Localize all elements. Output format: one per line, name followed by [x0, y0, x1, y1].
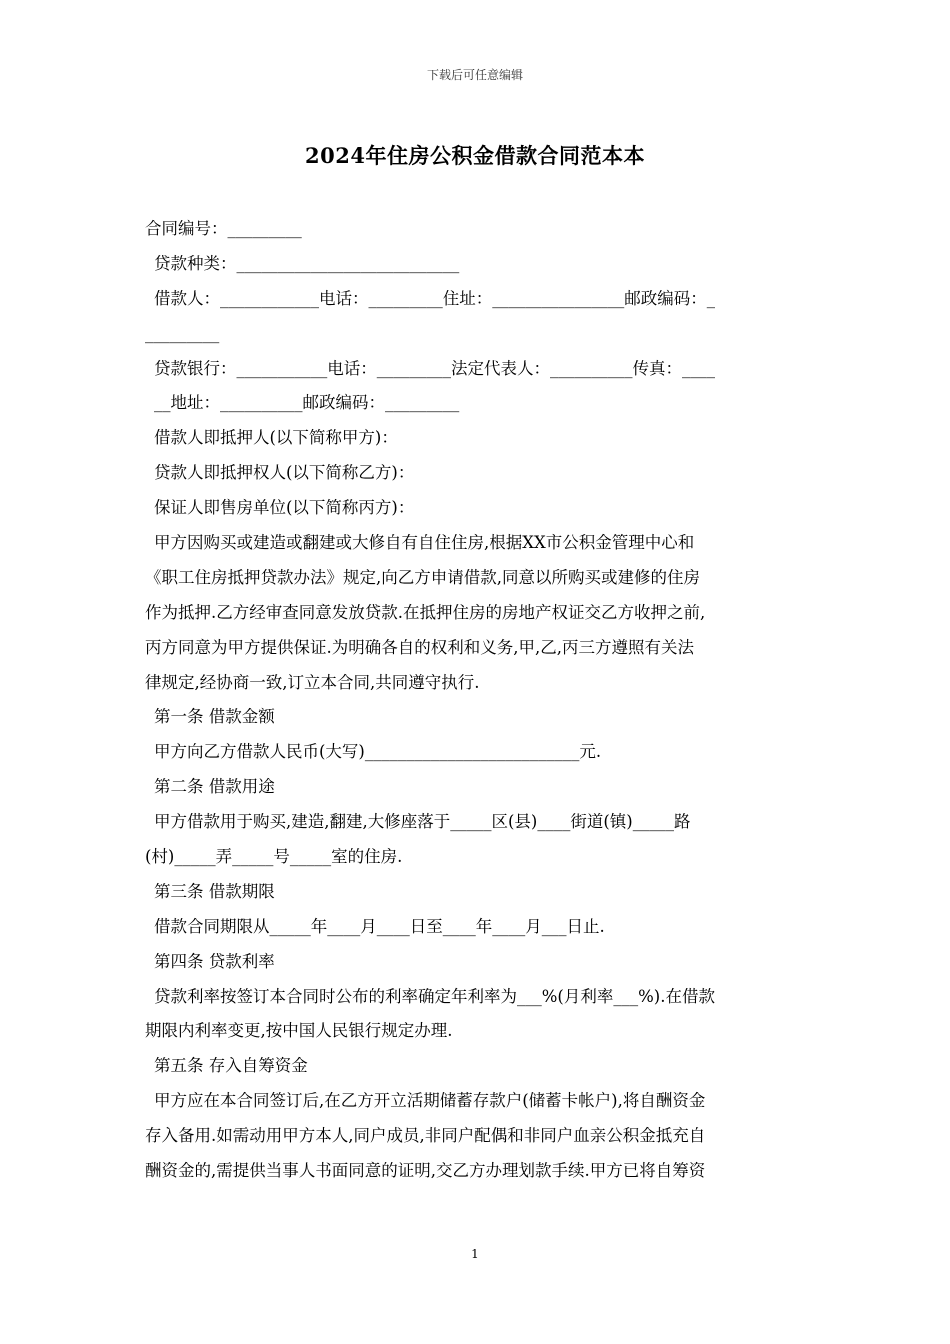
article-heading: 第三条 借款期限: [154, 881, 275, 901]
text-line: 《职工住房抵押贷款办法》规定,向乙方申请借款,同意以所购买或建修的住房: [145, 567, 700, 587]
text-line: 贷款人即抵押权人(以下简称乙方)：: [154, 463, 415, 483]
article-heading: 第一条 借款金额: [154, 707, 275, 727]
text-line: 借款合同期限从_____年____月____日至____年____月___日止.: [154, 916, 605, 936]
text-line: 律规定,经协商一致,订立本合同,共同遵守执行.: [145, 672, 480, 692]
text-line: 甲方应在本合同签订后,在乙方开立活期储蓄存款户(储蓄卡帐户),将自酬资金: [154, 1091, 706, 1111]
document-title: 2024年住房公积金借款合同范本本: [305, 143, 645, 168]
text-line: 借款人即抵押人(以下简称甲方)：: [154, 428, 398, 448]
text-line: 作为抵押.乙方经审查同意发放贷款.在抵押住房的房地产权证交乙方收押之前,: [145, 602, 706, 622]
text-line: 期限内利率变更,按中国人民银行规定办理.: [145, 1021, 453, 1041]
text-line: (村)_____弄_____号_____室的住房.: [145, 847, 403, 867]
text-line: 贷款种类：___________________________: [154, 253, 460, 273]
text-line: 贷款利率按签订本合同时公布的利率确定年利率为___%(月利率___%).在借款: [154, 986, 715, 1006]
text-line: 酬资金的,需提供当事人书面同意的证明,交乙方办理划款手续.甲方已将自筹资: [145, 1161, 706, 1181]
text-line: 合同编号：_________: [145, 219, 302, 238]
text-line: 借款人：____________电话：_________住址：________________邮政编码：_: [154, 288, 715, 308]
article-heading: 第四条 贷款利率: [154, 951, 275, 971]
article-heading: 第二条 借款用途: [154, 777, 275, 797]
text-line: 甲方因购买或建造或翻建或大修自有自住住房,根据XX市公积金管理中心和: [154, 533, 695, 553]
text-line: 贷款银行：___________电话：_________法定代表人：__________传真：____: [154, 358, 715, 378]
text-line: 甲方向乙方借款人民币(大写)__________________________元.: [154, 742, 602, 762]
text-line: 存入备用.如需动用甲方本人,同户成员,非同户配偶和非同户血亲公积金抵充自: [145, 1126, 706, 1146]
page-header: 下载后可任意编辑: [426, 68, 523, 82]
text-line: 保证人即售房单位(以下简称丙方)：: [154, 498, 415, 518]
page-number: 1: [471, 1247, 479, 1261]
text-line: 丙方同意为甲方提供保证.为明确各自的权利和义务,甲,乙,丙三方遵照有关法: [145, 637, 694, 657]
text-line: __地址：__________邮政编码：_________: [154, 393, 460, 413]
text-line: _________: [145, 323, 220, 343]
text-line: 甲方借款用于购买,建造,翻建,大修座落于_____区(县)____街道(镇)_____路: [154, 812, 691, 832]
contract-body: [145, 212, 805, 1189]
article-heading: 第五条 存入自筹资金: [154, 1056, 308, 1076]
